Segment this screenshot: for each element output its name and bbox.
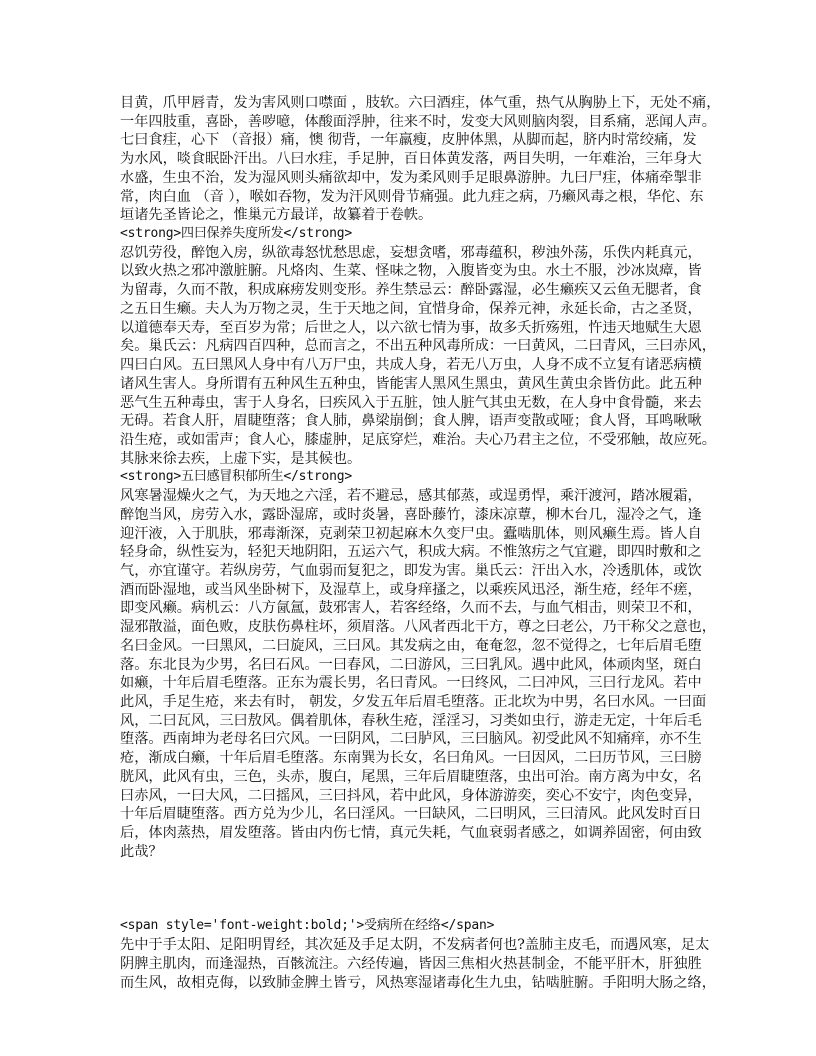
text-line: 无碍。若食人肝，眉睫堕落；食人肺，鼻梁崩倒；食人脾，语声变散或哑；食人肾，耳鸣啾啾 [120, 413, 702, 430]
text-line: 四曰白风。五曰黑风人身中有八万尸虫，共成人身，若无八万虫，人身不成不立复有诸恶病横 [120, 357, 702, 374]
text-line: 后，体肉蒸热，眉发堕落。皆由内伤七情，真元失耗，气血衰弱者感之，如调养固密，何由致 [120, 825, 702, 842]
text-line: 即变风癞。病机云：八方氤氲，鼓邪害人，若客经络，久而不去，与血气相击，则荣卫不和， [120, 600, 702, 617]
text-line: 诸风生害人。身所谓有五种风生五种虫，皆能害人黑风生黑虫，黄风生黄虫余皆仿此。此五种 [120, 375, 702, 392]
text-line: 醉饱当风，房劳入水，露卧湿席，或时炎暑，喜卧藤竹，漆床凉蕈，柳木台几，湿冷之气，逢 [120, 506, 702, 523]
paragraph-nine-infestations-tail [120, 94, 721, 225]
text-line: 此哉？ [120, 843, 163, 860]
text-line: 为留毒，久而不散，积成麻痨发则变形。养生禁忌云：醉卧露湿，必生癞疾又云鱼无腮者，食 [120, 282, 702, 299]
text-line: 目黄，爪甲唇青，发为害风则口噤面 ，肢软。六曰酒疰，体气重，热气从胸胁上下，无处不痛， [120, 95, 721, 111]
text-line: 疮，渐成白癞，十年后眉毛堕落。东南巽为长女，名曰角风。一曰因风，二曰历节风，三曰膀 [120, 750, 702, 767]
text-line: 常，肉白血 （音 ），喉如吞物，发为汗风则骨节痛强。此九疰之病，乃癞风毒之根，华佗、东 [120, 188, 704, 205]
text-line: 而生风，故相克侮，以致肺金脾土皆亏，风热寒湿诸毒化生九虫，钻啮脏腑。手阳明大肠之络， [120, 974, 716, 991]
section-heading-meridian: <span style='font-weight:bold;'>受病所在经络</span> [120, 918, 495, 934]
text-line: 此风，手足生疮，来去有时， 朝发，夕发五年后眉毛堕落。正北坎为中男，名曰水风。一曰面 [120, 694, 707, 710]
text-line: 十年后眉睫堕落。西方兑为少儿，名曰淫风。一曰缺风，二曰明风，三曰清风。此风发时百日 [120, 806, 702, 823]
text-line: 气，亦宜谨守。若纵房劳，气血弱而复犯之，即发为害。巢氏云：汗出入水，冷透肌体，或饮 [120, 562, 702, 579]
text-line: 轻身命，纵性妄为，轻犯天地阴阳，五运六气，积成大病。不惟煞疠之气宜避，即四时敷和之 [120, 544, 702, 561]
text-line: 先中于手太阳、足阳明胃经，其次延及手足太阴，不发病者何也?盖肺主皮毛，而遇风寒，足太 [120, 937, 710, 954]
text-line: 湿邪散溢，面色败，皮肤伤鼻柱坏，须眉落。八风者西北干方，尊之曰老公，乃干称父之意也， [120, 619, 716, 636]
text-line: 沿生疮，或如雷声；食人心，膝虚肿，足底穿烂，难治。夫心乃君主之位，不受邪触，故应死。 [120, 431, 716, 448]
blank-gap [120, 861, 700, 917]
text-line: 垣诸先圣皆论之，惟巢元方最详，故纂着于卷帙。 [120, 207, 433, 224]
text-line: 曰赤风，一曰大风，二曰摇风，三曰抖风，若中此风，身体游游奕，奕心不安宁，肉色变异， [120, 787, 702, 804]
text-line: 水盛，生虫不治，发为湿风则头痛欲却中，发为柔风则手足眼鼻游肿。九曰尸疰，体痛牵掣非 [120, 169, 702, 186]
text-line: 以道德奉天寿，至百岁为常；后世之人，以六欲七情为事，故多夭折殇殂，忤违天地赋生大恩 [120, 319, 702, 336]
section-heading-5: <strong>五曰感冒积郁所生</strong> [120, 469, 353, 485]
text-line: 迎汗液，入于肌肤，邪毒渐深，克剥荣卫初起麻木久变尸虫。蠹啮肌体，则风癞生焉。皆人自 [120, 525, 702, 542]
text-line: 七曰食疰，心下 （音报）痛，懊 彻背，一年羸瘦，皮肿体黑，从脚而起，脐内时常绞痛，发 [120, 132, 697, 149]
paragraph-meridian [120, 936, 716, 992]
text-line: 以致火热之邪冲激脏腑。凡烙肉、生菜、怪味之物，入腹皆变为虫。水土不服，沙冰岚瘴，皆 [120, 263, 702, 280]
text-line: 落。东北艮为少男，名曰石风。一曰春风，二曰游风，三曰乳风。遇中此风，体顽肉坚，斑白 [120, 656, 702, 673]
text-line: 阴脾主肌肉，而逢湿热，百骸流注。六经传遍，皆因三焦相火热甚制金，不能平肝木，肝独胜 [120, 955, 702, 972]
paragraph-section-4 [120, 244, 716, 469]
text-line: 堕落。西南坤为老母名曰穴风。一曰阴风，二曰胪风，三曰脑风。初受此风不知痛痒，亦不生 [120, 731, 702, 748]
section-heading-4: <strong>四曰保养失度所发</strong> [120, 226, 353, 242]
text-line: 忍饥劳役，醉饱入房，纵欲毒怒忧愁思虑，妄想贪嗜，邪毒蕴积，秽浊外荡，乐佚内耗真元， [120, 244, 702, 261]
text-line: 之五日生癞。夫人为万物之灵，生于天地之间，宜惜身命，保养元神，永延长命，古之圣贤， [120, 300, 702, 317]
text-line: 矣。巢氏云：凡病四百四种，总而言之，不出五种风毒所成：一曰黄风，二曰青风，三曰赤风， [120, 338, 716, 355]
text-line: 风寒暑湿燥火之气，为天地之六淫，若不避忌，感其郁蒸，或逞勇悍，乘汗渡河，踏冰履霜， [120, 488, 702, 505]
document-page [120, 94, 721, 992]
text-line: 名曰金风。一曰黑风，二曰旋风，三曰风。其发病之由，奄奄忽，忽不觉得之，七年后眉毛堕 [120, 637, 702, 654]
text-line: 酒而卧湿地，或当风坐卧树下，及湿草上，或身痒搔之，以乘疾风迅泾，渐生疮，经年不瘥， [120, 581, 702, 598]
text-line: 胱风，此风有虫，三色，头赤，腹白，尾黑，三年后眉睫堕落，虫出可治。南方离为中女，名 [120, 768, 702, 785]
text-line: 如癞，十年后眉毛堕落。正东为震长男，名曰青风。一曰终风，二曰冲风，三曰行龙风。若中 [120, 675, 702, 692]
text-line: 恶气生五种毒虫，害于人身名，曰疾风入于五脏，蚀人脏气其虫无数，在人身中食骨髓，来去 [120, 394, 702, 411]
text-line: 一年四肢重，喜卧，善哕噫，体酸面浮肿，往来不时，发变大风则脑肉裂，目系痛，恶闻人声。 [120, 113, 716, 130]
text-line: 为水风，啖食眠卧汗出。八曰水疰，手足肿，百日体黄发落，两目失明，一年难治，三年身大 [120, 151, 702, 168]
text-line: 其脉来徐去疾，上虚下实，是其候也。 [120, 450, 362, 467]
text-line: 风，二曰瓦风，三曰敖风。偶着肌体，春秋生疮，淫淫习，习类如虫行，游走无定，十年后毛 [120, 712, 702, 729]
paragraph-section-5 [120, 487, 716, 861]
